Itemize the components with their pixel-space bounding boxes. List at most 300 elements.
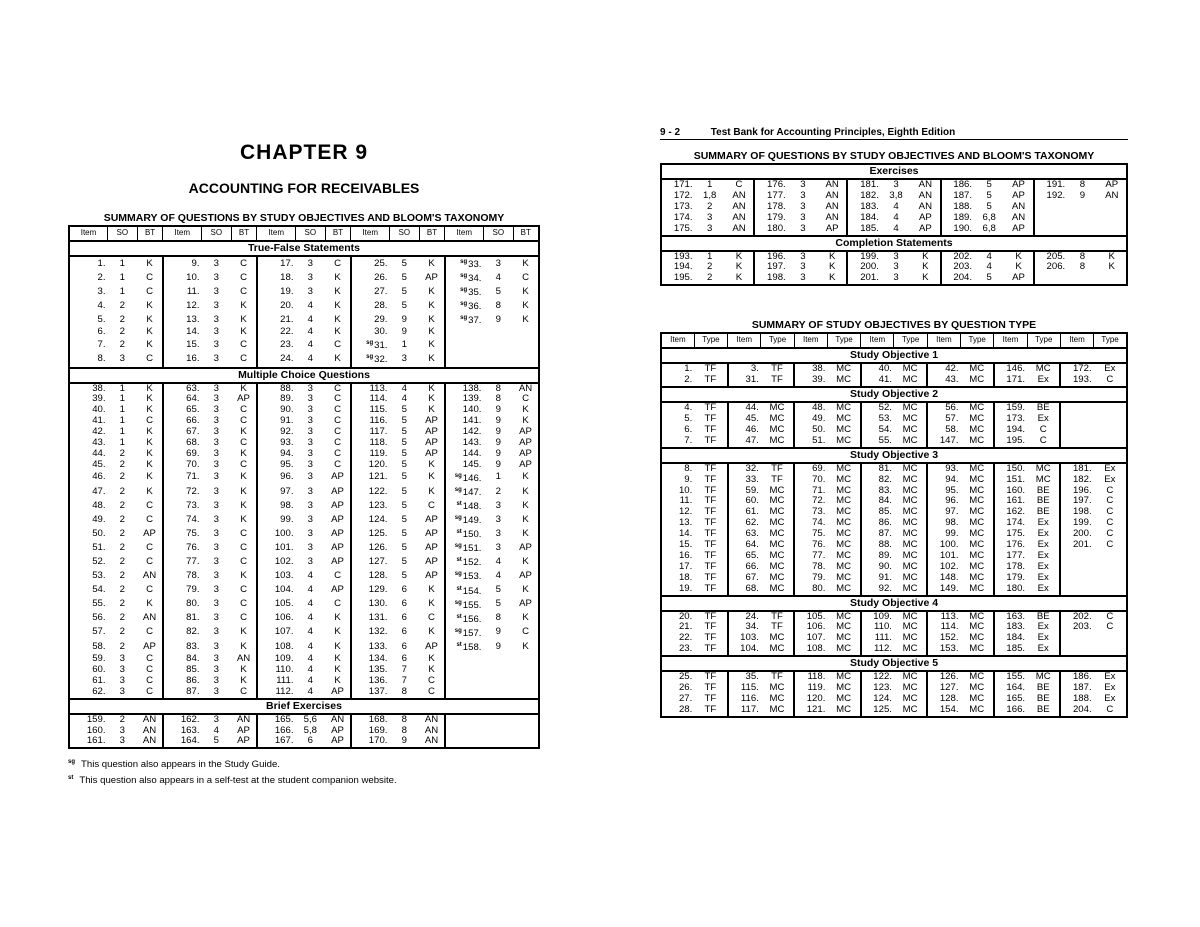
study-objective: 3	[893, 273, 899, 284]
question-type	[1094, 573, 1127, 584]
study-objective: 5	[401, 438, 407, 449]
study-guide-mark: sg	[68, 759, 76, 766]
item-number: 197.	[1060, 496, 1093, 507]
bloom-level: C	[240, 416, 248, 427]
question-type: MC	[836, 633, 851, 644]
study-objective: 1	[401, 338, 407, 350]
item-number: 166.	[257, 726, 296, 737]
question-type: MC	[969, 572, 985, 583]
study-objective: 3	[307, 257, 313, 269]
question-type	[1094, 633, 1127, 644]
item-number: 8.	[684, 462, 693, 474]
question-type: Ex	[1037, 572, 1049, 583]
question-type: MC	[769, 540, 785, 551]
study-objective: 2	[119, 485, 125, 497]
study-objective: 2	[119, 626, 125, 638]
item-number	[445, 726, 484, 737]
bloom-level: K	[1108, 250, 1115, 262]
bloom-level: C	[334, 427, 341, 438]
study-guide-mark: sg	[366, 340, 374, 347]
item-number: 6.	[97, 327, 106, 338]
column-header: Type	[694, 333, 727, 348]
bloom-level: K	[146, 299, 153, 311]
bloom-level: C	[240, 438, 248, 449]
bloom-level: K	[146, 382, 153, 394]
question-type: MC	[836, 644, 851, 655]
bloom-level: K	[146, 405, 153, 416]
item-number: 93.	[927, 463, 960, 475]
item-number: 40.	[92, 405, 106, 416]
study-guide-mark: sg	[454, 599, 462, 606]
item-number: 120.	[794, 694, 827, 705]
objective-title: Study Objective 1	[661, 348, 1127, 363]
objective-title: Study Objective 3	[661, 448, 1127, 463]
item-number: 87.	[861, 529, 894, 540]
item-number: 111.	[257, 676, 296, 687]
item-number: 81.	[163, 612, 202, 626]
bloom-level: K	[1108, 262, 1115, 273]
item-number: 173.	[673, 201, 693, 212]
item-number: 195.	[994, 436, 1027, 448]
question-type: MC	[769, 402, 785, 414]
item-number: 50.	[794, 425, 827, 436]
bloom-level: K	[522, 640, 529, 652]
study-objective	[483, 726, 513, 737]
item-number: 60.	[728, 496, 761, 507]
item-number: 94.	[257, 449, 296, 460]
study-objective: 3	[119, 654, 125, 665]
item-number: 187.	[941, 191, 975, 202]
bloom-level: AP	[237, 394, 250, 405]
bloom-level: AP	[425, 416, 438, 427]
bloom-level: K	[240, 485, 247, 497]
item-number: 11.	[679, 496, 693, 507]
bloom-level: AP	[918, 212, 932, 223]
study-objective: 5	[401, 527, 407, 539]
bloom-level: AP	[425, 541, 438, 553]
item-number: 128.	[927, 694, 960, 705]
item-number: 118.	[794, 671, 827, 683]
table-row	[661, 671, 1127, 683]
item-number: 80.	[794, 584, 827, 596]
item-number: 53.	[92, 570, 106, 582]
bloom-level: AP	[519, 570, 532, 582]
item-number: 59.	[728, 486, 761, 497]
table-row	[661, 540, 1127, 551]
question-type: MC	[836, 413, 851, 424]
study-objective: 3	[800, 223, 806, 234]
study-objective: 9	[495, 459, 501, 470]
item-number: 191.	[1034, 179, 1068, 191]
item-number: 43.	[927, 375, 960, 387]
bloom-level: C	[334, 449, 341, 459]
bloom-level: C	[240, 612, 248, 624]
bloom-level: K	[240, 449, 247, 459]
question-type	[1094, 551, 1127, 562]
question-type: MC	[836, 572, 851, 583]
item-number: 127.	[927, 683, 960, 694]
study-objective: 4	[893, 201, 899, 212]
bloom-level: K	[522, 499, 529, 511]
bloom-level: AP	[331, 555, 344, 567]
item-number: 132.	[351, 626, 390, 640]
study-objective: 3	[307, 449, 313, 459]
item-number: 90.	[257, 405, 296, 416]
question-type: TF	[704, 583, 717, 594]
item-number: 133.	[351, 640, 390, 654]
question-type: MC	[902, 683, 918, 694]
item-number: 114.	[927, 622, 960, 633]
item-number: 86.	[163, 676, 202, 687]
item-number: 98.	[927, 518, 960, 529]
bloom-level: AN	[518, 382, 533, 394]
study-objective: 4	[307, 654, 313, 665]
right-page	[660, 126, 1128, 718]
question-type: TF	[704, 671, 717, 683]
item-number: 91.	[861, 573, 894, 584]
item-number: 101.	[257, 541, 296, 555]
item-number: 139.	[445, 394, 484, 405]
bloom-level: K	[334, 327, 341, 338]
item-number: 186.	[941, 179, 975, 191]
table-row	[661, 273, 1127, 285]
question-type: BE	[1036, 694, 1050, 704]
item-number: 70.	[794, 475, 827, 486]
bloom-level: K	[240, 664, 247, 675]
table-row	[69, 569, 539, 583]
study-objective: 3	[213, 416, 219, 427]
bloom-level: K	[240, 499, 247, 511]
bloom-level: C	[146, 555, 154, 567]
bloom-level: K	[522, 612, 529, 624]
study-objective: 4	[495, 555, 501, 567]
study-objective	[1067, 202, 1097, 213]
item-number: 77.	[163, 555, 202, 569]
study-objective: 4	[307, 299, 313, 311]
question-type: MC	[769, 529, 785, 540]
question-type: MC	[902, 610, 918, 622]
bloom-level: AP	[331, 686, 344, 697]
question-type: MC	[902, 694, 918, 704]
study-objective: 3	[213, 459, 219, 470]
bloom-level: C	[146, 584, 154, 596]
item-number	[1060, 644, 1093, 656]
item-number: 193.	[673, 250, 693, 262]
bloom-level: C	[334, 459, 341, 470]
item-number: $^{sg}$33.	[445, 256, 484, 271]
item-number: 116.	[351, 416, 390, 427]
question-type: MC	[902, 518, 918, 529]
study-objective: 5	[401, 285, 407, 297]
study-objective: 3	[213, 471, 219, 483]
item-number: $^{sg}$146.	[445, 471, 484, 485]
bloom-level: C	[334, 598, 341, 610]
question-type: BE	[1036, 485, 1050, 496]
question-type: Ex	[1037, 529, 1049, 540]
item-number: 174.	[673, 212, 693, 223]
question-type: MC	[836, 529, 851, 540]
item-number: 115.	[728, 683, 761, 694]
study-objective: 3	[213, 675, 219, 686]
section-header-row	[69, 368, 539, 383]
item-number: 80.	[163, 598, 202, 612]
study-objective: 4	[986, 250, 992, 262]
table-row	[661, 551, 1127, 562]
bloom-level: AP	[237, 736, 250, 747]
section-header-row	[661, 164, 1127, 179]
item-number: 172.	[673, 190, 693, 201]
item-number: 41.	[861, 375, 894, 387]
item-number: 18.	[257, 271, 296, 285]
question-type: Ex	[1037, 561, 1049, 572]
item-number: 83.	[163, 640, 202, 654]
item-number: 119.	[794, 683, 827, 694]
table-row	[661, 251, 1127, 263]
bloom-level: C	[146, 271, 154, 283]
study-objective	[1067, 224, 1097, 236]
column-header: Item	[661, 333, 694, 348]
item-number: 62.	[728, 518, 761, 529]
bloom-level: AN	[732, 212, 746, 223]
item-number: 54.	[92, 584, 106, 596]
column-header: SO	[389, 226, 419, 241]
study-objective: 2	[119, 527, 125, 539]
table-row	[69, 665, 539, 676]
item-number: 27.	[678, 694, 693, 704]
bloom-level: K	[522, 471, 529, 483]
study-objective: 3	[119, 353, 125, 365]
item-number: 202.	[941, 251, 975, 263]
item-number: 180.	[994, 584, 1027, 596]
item-number: 162.	[994, 507, 1027, 518]
item-number: 70.	[163, 460, 202, 471]
question-type: MC	[1035, 474, 1051, 485]
study-objective: 3	[213, 405, 219, 416]
question-type: MC	[769, 496, 785, 507]
item-number: 194.	[994, 425, 1027, 436]
item-number	[445, 687, 484, 699]
bloom-level: AP	[331, 527, 344, 539]
item-number: 2.	[684, 375, 693, 386]
item-number: $^{sg}$149.	[445, 513, 484, 527]
question-type: MC	[902, 413, 918, 424]
item-number: $^{sg}$147.	[445, 485, 484, 499]
bloom-level: K	[428, 459, 435, 470]
study-objective: 3	[307, 459, 313, 470]
item-number: 206.	[1034, 262, 1068, 273]
question-type: MC	[836, 474, 851, 485]
item-number: 93.	[257, 438, 296, 449]
study-objective: 3	[213, 257, 219, 269]
item-number: 92.	[257, 427, 296, 438]
question-type: MC	[769, 413, 785, 424]
table-row	[69, 394, 539, 405]
study-objective	[483, 714, 513, 726]
study-objective: 4	[307, 664, 313, 675]
study-objective	[483, 327, 513, 338]
question-type: MC	[902, 496, 918, 507]
question-type: MC	[836, 610, 851, 622]
table-row	[661, 262, 1127, 273]
bloom-level: AP	[425, 513, 438, 525]
study-objective: 2	[119, 338, 125, 350]
item-number	[1060, 562, 1093, 573]
study-objective: 1	[119, 257, 125, 269]
item-number: 177.	[994, 551, 1027, 562]
bloom-level: K	[240, 327, 247, 338]
item-number	[1060, 425, 1093, 436]
study-objective: 3	[307, 427, 313, 438]
study-objective: 8	[401, 725, 407, 736]
question-type: Ex	[1037, 550, 1049, 561]
study-objective: 4	[307, 327, 313, 338]
item-number: 107.	[794, 633, 827, 644]
item-number: 116.	[728, 694, 761, 705]
bloom-level: AN	[732, 190, 746, 201]
study-objective: 3	[893, 262, 899, 273]
item-number: 26.	[678, 683, 693, 694]
item-number: 124.	[861, 694, 894, 705]
bloom-level: K	[334, 640, 341, 652]
bloom-level: K	[522, 513, 529, 525]
item-number: 57.	[927, 414, 960, 425]
study-objective: 1	[119, 382, 125, 394]
study-objective: 9	[495, 640, 501, 652]
question-type: MC	[902, 671, 918, 683]
study-objective: 3	[307, 394, 313, 405]
item-number: 98.	[257, 499, 296, 513]
item-number: 123.	[861, 683, 894, 694]
item-number: 23.	[678, 644, 693, 655]
question-type: MC	[902, 363, 918, 375]
question-type: MC	[902, 424, 918, 435]
item-number: $^{sg}$32.	[351, 352, 390, 367]
item-number: $^{st}$152.	[445, 555, 484, 569]
study-objective: 3	[307, 438, 313, 449]
study-objective: 3	[307, 382, 313, 394]
item-number: 117.	[728, 705, 761, 717]
item-number: 77.	[794, 551, 827, 562]
bloom-level: K	[428, 327, 435, 338]
bloom-level: C	[240, 285, 248, 297]
bloom-level: AP	[519, 438, 532, 449]
question-type: TF	[704, 496, 717, 507]
question-type: MC	[969, 375, 985, 386]
study-objective: 3	[213, 570, 219, 582]
question-type: TF	[704, 561, 717, 572]
item-number	[445, 327, 484, 338]
question-type: MC	[969, 413, 985, 424]
self-test-mark: st	[68, 774, 74, 781]
study-objective: 3	[307, 405, 313, 416]
bloom-level: AP	[1012, 223, 1025, 234]
item-number: 16.	[678, 550, 693, 561]
item-number: 103.	[728, 633, 761, 644]
table-row	[661, 507, 1127, 518]
table-row	[69, 726, 539, 737]
question-type	[1094, 562, 1127, 573]
chapter-title: CHAPTER 9	[239, 141, 369, 164]
item-number: 185.	[994, 644, 1027, 656]
question-type: MC	[969, 435, 985, 446]
item-number: 188.	[1060, 694, 1093, 705]
item-number: 32.	[728, 463, 761, 475]
study-objective: 3	[119, 664, 125, 675]
item-number: 174.	[994, 518, 1027, 529]
study-objective: 2	[119, 570, 125, 582]
item-number: 58.	[92, 640, 106, 652]
study-objective	[483, 665, 513, 676]
question-type: TF	[704, 474, 717, 485]
question-type: Ex	[1104, 462, 1116, 474]
bloom-level: C	[334, 257, 341, 269]
table-row	[69, 541, 539, 555]
item-number: 163.	[163, 726, 202, 737]
question-type: MC	[969, 424, 985, 435]
bloom-level: AN	[142, 725, 157, 736]
bloom-level: AP	[519, 459, 532, 470]
table-row	[69, 427, 539, 438]
item-number: 102.	[927, 562, 960, 573]
table-row	[661, 202, 1127, 213]
question-type: MC	[836, 462, 851, 474]
bloom-level	[513, 726, 539, 737]
table-row	[661, 414, 1127, 425]
bloom-level: C	[146, 626, 154, 638]
study-objective: 3	[800, 190, 806, 201]
study-objective: 5	[986, 273, 992, 284]
item-number: 28.	[351, 299, 390, 313]
question-type: MC	[902, 529, 918, 540]
bloom-level: C	[428, 675, 435, 686]
item-number: 44.	[728, 402, 761, 414]
study-objective: 2	[707, 201, 713, 212]
question-type: MC	[902, 561, 918, 572]
chapter-subtitle: ACCOUNTING FOR RECEIVABLES	[188, 180, 420, 196]
question-type: MC	[969, 363, 985, 375]
table-row	[661, 402, 1127, 414]
bloom-level: K	[146, 327, 153, 338]
study-objective: 3	[213, 394, 219, 405]
question-type: TF	[704, 644, 717, 655]
table-row	[69, 313, 539, 327]
item-number: 38.	[794, 363, 827, 375]
item-number: 177.	[754, 191, 788, 202]
item-number: 20.	[678, 610, 693, 622]
study-guide-mark: sg	[460, 301, 468, 308]
study-objective: 3	[213, 686, 219, 697]
study-objective: 2	[495, 485, 501, 497]
item-number: 204.	[1060, 705, 1093, 717]
column-header: SO	[202, 226, 232, 241]
question-type: TF	[704, 424, 717, 435]
item-number: 144.	[445, 449, 484, 460]
question-type	[1094, 436, 1127, 448]
item-number: 125.	[351, 527, 390, 541]
question-type: Ex	[1104, 683, 1116, 694]
item-number: 71.	[163, 471, 202, 485]
item-number: 75.	[163, 527, 202, 541]
study-objective: 1	[119, 405, 125, 416]
table-row	[69, 352, 539, 367]
item-number: 68.	[163, 438, 202, 449]
item-number: 165.	[994, 694, 1027, 705]
question-type: MC	[769, 644, 785, 655]
footnote	[68, 772, 540, 787]
item-number: 171.	[673, 179, 693, 190]
item-number: 7.	[684, 435, 693, 446]
question-type: Ex	[1037, 633, 1049, 644]
